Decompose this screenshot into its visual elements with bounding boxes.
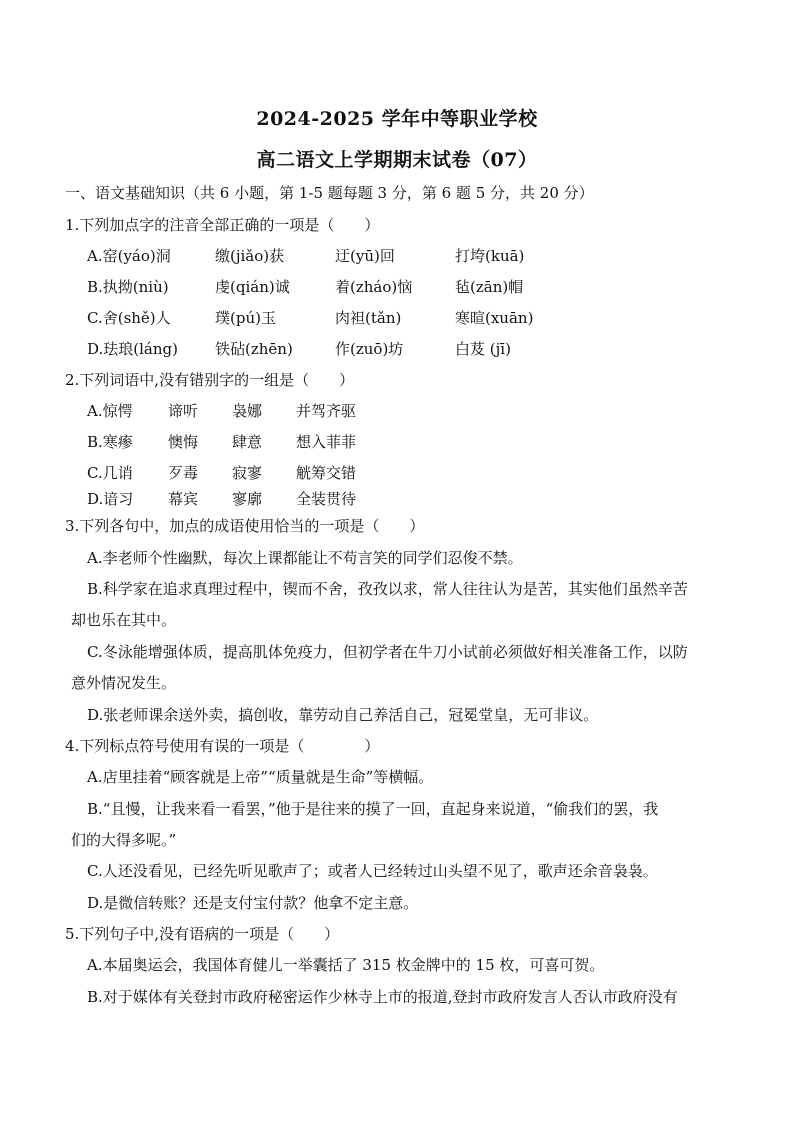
q3-option-c: C.冬泳能增强体质，提高肌体免疫力，但初学者在牛刀小试前必须做好相关准备工作，以防 [87,643,688,661]
question-4-stem: 4.下列标点符号使用有误的一项是（ ） [65,737,380,755]
q5-option-b: B.对于媒体有关登封市政府秘密运作少林寺上市的报道,登封市政府发言人否认市政府没有 [87,988,678,1006]
question-5-stem: 5.下列句子中,没有语病的一项是（ ） [65,925,340,943]
q2-a-item: 袅娜 [232,402,263,420]
q1-option-row-b [0,277,794,297]
q2-b-item: 想入菲菲 [296,433,357,451]
exam-title-line1: 2024-2025 学年中等职业学校 [256,108,538,130]
q2-b-item: 懊悔 [168,433,199,451]
q2-a-item: 并驾齐驱 [296,402,357,420]
q1-c-item: 寒暄(xuān) [455,309,534,327]
q1-b-item: 毡(zān)帽 [455,278,524,296]
q2-option-row-d [0,489,794,509]
question-3-stem: 3.下列各句中，加点的成语使用恰当的一项是（ ） [65,517,425,535]
q2-option-row-a [0,401,794,421]
q2-b-item: B.寒瘆 [87,433,133,451]
question-2-stem: 2.下列词语中,没有错别字的一组是（ ） [65,371,355,389]
q1-option-row-a [0,246,794,266]
q3-option-d: D.张老师课余送外卖，搞创收，靠劳动自己养活自己，冠冕堂皇，无可非议。 [87,706,599,724]
q2-c-item: 觥筹交错 [296,464,357,482]
q4-option-b: B.“且慢，让我来看一看罢，”他于是往来的摸了一回，直起身来说道，“偷我们的罢，我 [87,800,659,818]
q3-option-a: A.李老师个性幽默，每次上课都能让不苟言笑的同学们忍俊不禁。 [87,549,523,567]
q1-b-item: B.执拗(niù) [87,278,169,296]
q2-a-item: A.惊愕 [87,402,133,420]
q2-c-item: C.几诮 [87,464,133,482]
exam-title-line2: 高二语文上学期期末试卷（07） [256,149,538,171]
question-1-stem: 1.下列加点字的注音全部正确的一项是（ ） [65,216,380,234]
q3-option-b: B.科学家在追求真理过程中，锲而不舍，孜孜以求，常人往往认为是苦，其实他们虽然辛苦 [87,580,688,598]
q3-option-b-cont: 却也乐在其中。 [71,611,177,629]
q5-option-a: A.本届奥运会，我国体育健儿一举囊括了 315 枚金牌中的 15 枚，可喜可贺。 [87,956,605,974]
q1-option-row-c [0,308,794,328]
q1-d-item: 铁砧(zhēn) [215,340,293,358]
q4-option-a: A.店里挂着“顾客就是上帝”“质量就是生命”等横幅。 [87,768,434,786]
q2-d-item: 全装贯待 [296,490,357,508]
q1-a-item: A.窑(yáo)洞 [87,247,171,265]
q1-b-item: 着(zháo)恼 [335,278,413,296]
q2-d-item: 寥廓 [232,490,263,508]
q2-b-item: 肆意 [232,433,263,451]
q4-option-c: C.人还没看见，已经先听见歌声了；或者人已经转过山头望不见了，歌声还余音袅袅。 [87,862,658,880]
q1-a-item: 打垮(kuā) [455,247,525,265]
q3-option-c-cont: 意外情况发生。 [71,674,177,692]
q1-c-item: 肉袒(tǎn) [335,309,402,327]
q1-a-item: 缴(jiǎo)获 [215,247,285,265]
q2-option-row-c [0,463,794,483]
q4-option-b-cont: 们的大得多呢。” [71,831,177,849]
q1-c-item: 璞(pú)玉 [215,309,276,327]
q1-option-row-d [0,339,794,359]
q2-d-item: 幕宾 [168,490,199,508]
q2-a-item: 谛听 [168,402,199,420]
q1-b-item: 虔(qián)诚 [215,278,290,296]
q2-c-item: 寂寥 [232,464,263,482]
q2-c-item: 歹毒 [168,464,199,482]
q1-a-item: 迂(yū)回 [335,247,395,265]
q4-option-d: D.是微信转账？还是支付宝付款？他拿不定主意。 [87,894,419,912]
q1-d-item: 白芨 (jī) [455,340,511,358]
q2-d-item: D.谙习 [87,490,134,508]
q1-c-item: C.舍(shě)人 [87,309,171,327]
section-heading: 一、语文基础知识（共 6 小题，第 1-5 题每题 3 分，第 6 题 5 分，共 20 分） [65,184,594,202]
q2-option-row-b [0,432,794,452]
q1-d-item: 作(zuō)坊 [335,340,404,358]
q1-d-item: D.珐琅(láng) [87,340,178,358]
